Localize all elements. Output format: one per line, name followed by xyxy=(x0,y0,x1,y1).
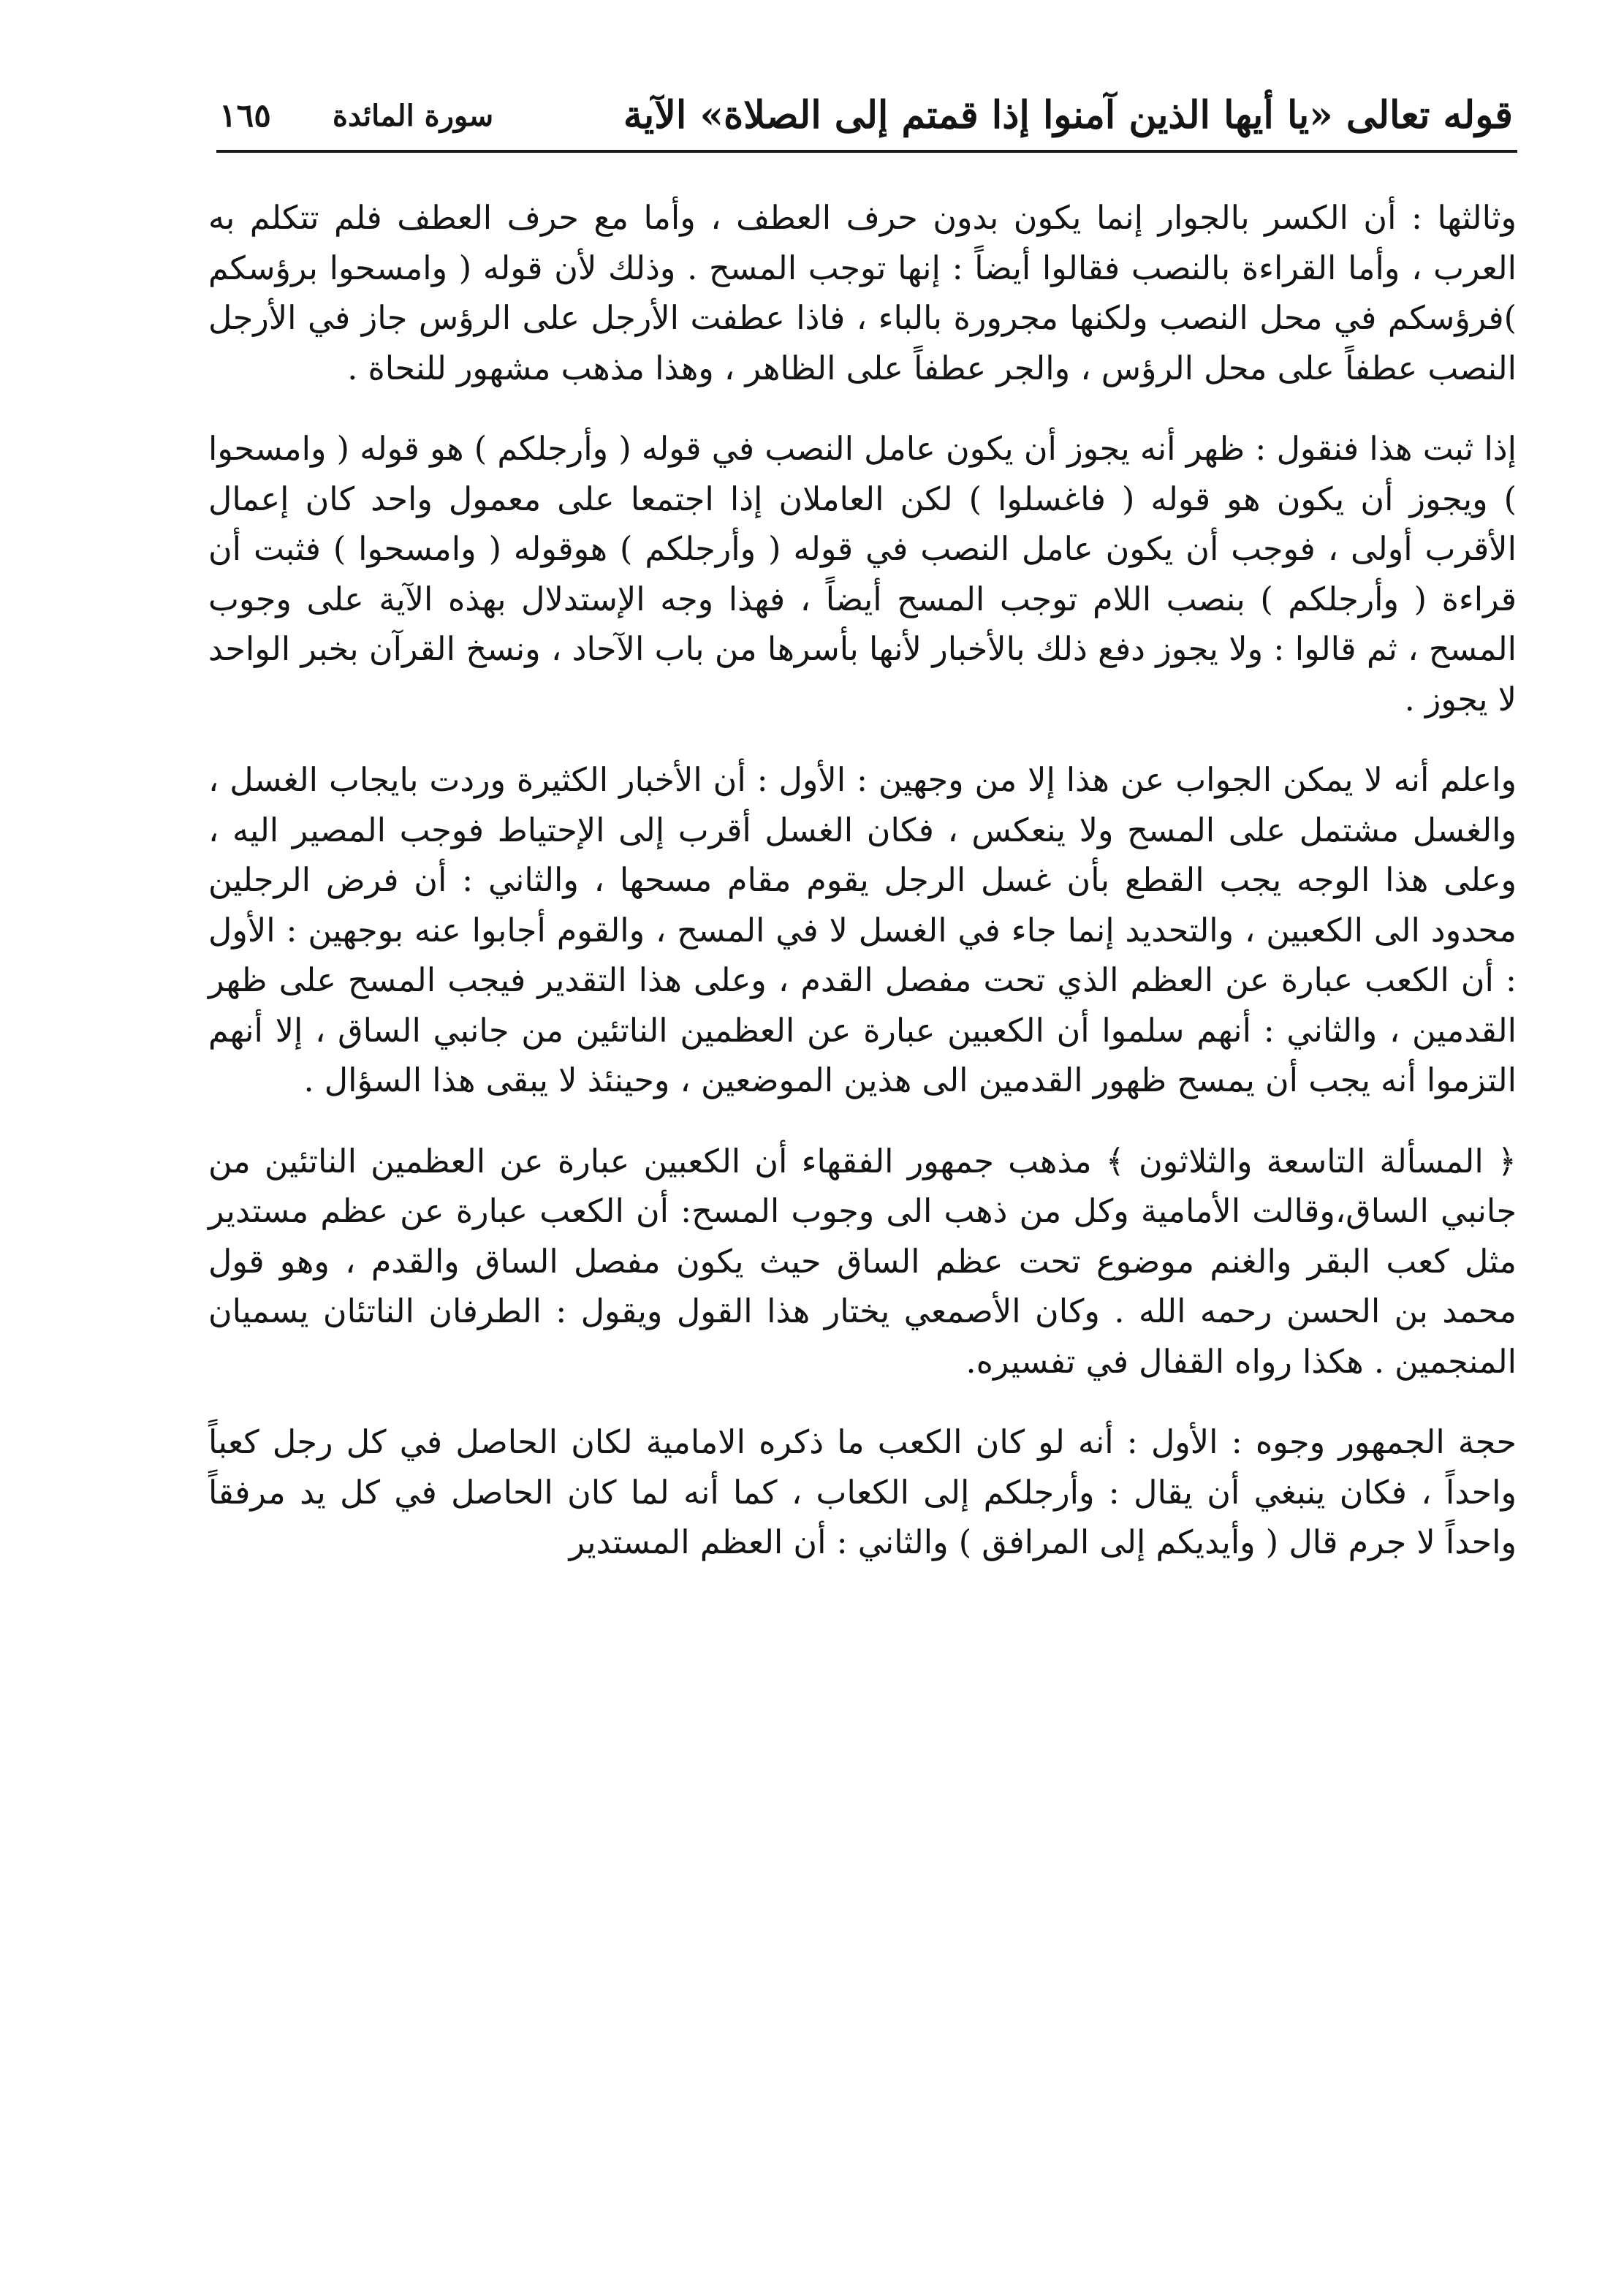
surah-name: سورة المائدة xyxy=(333,99,494,133)
paragraph: حجة الجمهور وجوه : الأول : أنه لو كان الكعب ما ذكره الامامية لكان الحاصل في كل رجل كعباً واحداً ، فكان ينبغي أن يقال : وأرجلكم إلى الكعاب ، كما أنه لما كان الحاصل في كل يد مرفقاً واحداً لا جرم قال ( وأيديكم إلى المرافق ) والثاني : أن العظم المستدير xyxy=(208,1424,1517,1561)
page-header xyxy=(219,79,1513,137)
paragraph: واعلم أنه لا يمكن الجواب عن هذا إلا من وجهين : الأول : أن الأخبار الكثيرة وردت بايجاب الغسل ، والغسل مشتمل على المسح ولا ينعكس ، فكان الغسل أقرب إلى الإحتياط فوجب المصير اليه ، وعلى هذا الوجه يجب القطع بأن غسل الرجل يقوم مقام مسحها ، والثاني : أن فرض الرجلين محدود الى الكعبين ، والتحديد إنما جاء في الغسل لا في المسح ، والقوم أجابوا عنه بوجهين : الأول : أن الكعب عبارة عن العظم الذي تحت مفصل القدم ، وعلى هذا التقدير فيجب المسح على ظهر القدمين ، والثاني : أنهم سلموا أن الكعبين عبارة عن العظمين الناتئين من جانبي الساق ، إلا أنهم التزموا أنه يجب أن يمسح ظهور القدمين الى هذين الموضعين ، وحينئذ لا يبقى هذا السؤال . xyxy=(208,762,1517,1099)
paragraph: وثالثها : أن الكسر بالجوار إنما يكون بدون حرف العطف ، وأما مع حرف العطف فلم تتكلم به العرب ، وأما القراءة بالنصب فقالوا أيضاً : إنها توجب المسح . وذلك لأن قوله ( وامسحوا برؤسكم )فرؤسكم في محل النصب ولكنها مجرورة بالباء ، فاذا عطفت الأرجل على الرؤس جاز في الأرجل النصب عطفاً على محل الرؤس ، والجر عطفاً على الظاهر ، وهذا مذهب مشهور للنحاة . xyxy=(208,200,1517,387)
header-rule xyxy=(216,150,1517,153)
page-number: ١٦٥ xyxy=(219,97,271,134)
paragraph: إذا ثبت هذا فنقول : ظهر أنه يجوز أن يكون عامل النصب في قوله ( وأرجلكم ) هو قوله ( وامسحوا ) ويجوز أن يكون هو قوله ( فاغسلوا ) لكن العاملان إذا اجتمعا على معمول واحد كان إعمال الأقرب أولى ، فوجب أن يكون عامل النصب في قوله ( وأرجلكم ) هوقوله ( وامسحوا ) فثبت أن قراءة ( وأرجلكم ) بنصب اللام توجب المسح أيضاً ، فهذا وجه الإستدلال بهذه الآية على وجوب المسح ، ثم قالوا : ولا يجوز دفع ذلك بالأخبار لأنها بأسرها من باب الآحاد ، ونسخ القرآن بخبر الواحد لا يجوز . xyxy=(208,431,1517,719)
paragraph: ﴿ المسألة التاسعة والثلاثون ﴾ مذهب جمهور الفقهاء أن الكعبين عبارة عن العظمين الناتئين من جانبي الساق،وقالت الأمامية وكل من ذهب الى وجوب المسح: أن الكعب عبارة عن عظم مستدير مثل كعب البقر والغنم موضوع تحت عظم الساق حيث يكون مفصل الساق والقدم ، وهو قول محمد بن الحسن رحمه الله . وكان الأصمعي يختار هذا القول ويقول : الطرفان الناتئان يسميان المنجمين . هكذا رواه القفال في تفسيره. xyxy=(208,1142,1517,1381)
running-title: قوله تعالى «يا أيها الذين آمنوا إذا قمتم إلى الصلاة» الآية xyxy=(623,93,1513,137)
page-body xyxy=(208,194,1517,1569)
